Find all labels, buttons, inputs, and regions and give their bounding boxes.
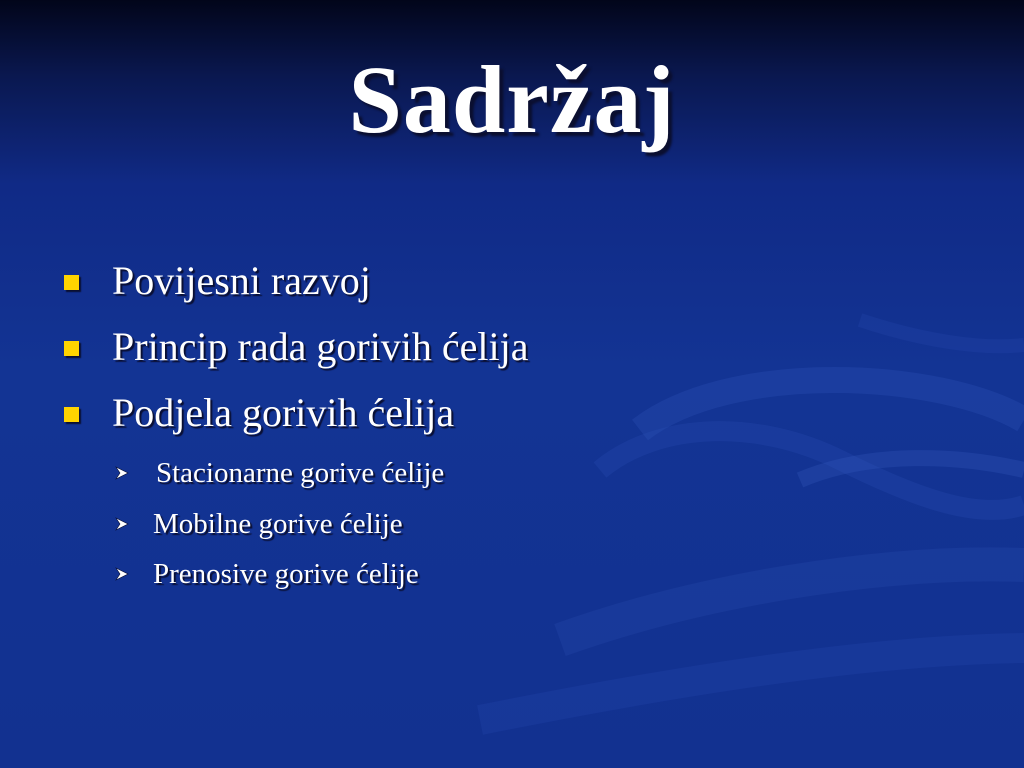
bullet-text: Podjela gorivih ćelija [112, 390, 455, 435]
bullet-text: Povijesni razvoj [112, 258, 371, 303]
sub-bullet-text: Stacionarne gorive ćelije [156, 457, 445, 489]
arrow-bullet-icon [114, 465, 130, 481]
square-bullet-icon [64, 341, 79, 356]
arrow-bullet-icon [114, 566, 130, 582]
square-bullet-icon [64, 275, 79, 290]
sub-bullet-text: Mobilne gorive ćelije [153, 508, 403, 540]
sub-bullet-text: Prenosive gorive ćelije [153, 558, 419, 590]
arrow-bullet-icon [114, 516, 130, 532]
slide-title: Sadržaj [348, 46, 676, 153]
square-bullet-icon [64, 407, 79, 422]
bullet-text: Princip rada gorivih ćelija [112, 324, 529, 369]
